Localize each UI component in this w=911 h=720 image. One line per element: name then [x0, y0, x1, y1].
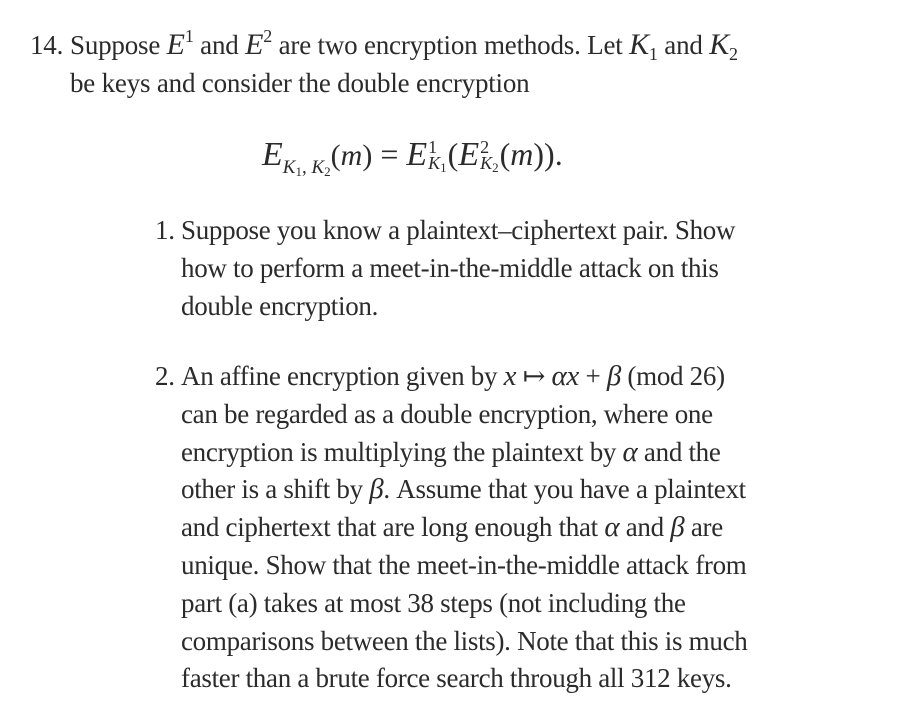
math-alpha: α: [551, 360, 567, 392]
problem-number: 14.: [30, 30, 64, 60]
subitem-line: how to perform a meet-in-the-middle attack on this: [181, 252, 719, 283]
math-E2: $E^2$: [245, 26, 273, 61]
subitem-line: other is a shift by β. Assume that you have a plaintext: [181, 473, 746, 506]
subitem-line: 1. Suppose you know a plaintext–ciphertext pair. Show: [155, 212, 855, 250]
math-mapsto: ↦: [516, 361, 552, 391]
problem-line-2: be keys and consider the double encryption: [70, 68, 530, 98]
math-K1: $K_1$: [629, 28, 658, 64]
subitem-number: 1.: [155, 215, 175, 245]
problem-text: and: [657, 30, 710, 60]
math-E: E: [262, 136, 283, 173]
subitem-line: unique. Show that the meet-in-the-middle attack from: [181, 549, 747, 580]
subitem-line: comparisons between the lists). Note that this is much: [181, 625, 748, 656]
problem-text: Suppose: [70, 30, 167, 60]
display-equation: [262, 130, 563, 196]
math-sup-sub-2: 2 $K_2$: [480, 137, 499, 176]
math-paren: (: [447, 136, 459, 172]
math-E: E: [406, 136, 428, 173]
math-arg: (m): [330, 139, 373, 172]
subitem-number: 2.: [155, 361, 175, 391]
math-mod: (mod 26): [620, 361, 725, 391]
subitem-line: part (a) takes at most 38 steps (not including the: [181, 587, 686, 618]
math-alpha: α: [622, 435, 638, 468]
subitem-line: can be regarded as a double encryption, where one: [181, 398, 713, 429]
problem-text: are two encryption methods. Let: [272, 30, 630, 60]
subitem-line: 2. An affine encryption given by x ↦ αx + β (mod 26): [155, 358, 855, 396]
math-beta: β: [670, 511, 685, 544]
problem-line-1: [30, 26, 870, 64]
subitem-line: encryption is multiplying the plaintext by α and the: [181, 435, 721, 468]
subitem-2: [155, 358, 855, 698]
math-beta: β: [369, 473, 384, 506]
math-beta: β: [606, 360, 621, 392]
problem-text: and: [193, 30, 246, 60]
math-E: E: [458, 136, 480, 173]
math-tail: (m)).: [499, 136, 563, 172]
subitem-line: faster than a brute force search through all 312 keys.: [181, 663, 732, 694]
math-E1: $E^1$: [166, 26, 194, 61]
subitem-line: and ciphertext that are long enough that α and β are: [181, 511, 723, 544]
math-subscript-k1-k2: K1, K2: [282, 157, 331, 179]
math-K2: $K_2$: [709, 28, 738, 64]
subitem-line: double encryption.: [181, 290, 379, 321]
subitem-1: [155, 212, 855, 325]
math-equals: =: [372, 136, 407, 172]
math-plus: +: [579, 361, 607, 391]
math-x: x: [503, 360, 517, 392]
math-sup-sub-1: 1 $K_1$: [428, 137, 447, 176]
problem-14-statement: [30, 26, 870, 102]
math-alpha: α: [604, 511, 620, 544]
math-x: x: [566, 360, 579, 392]
